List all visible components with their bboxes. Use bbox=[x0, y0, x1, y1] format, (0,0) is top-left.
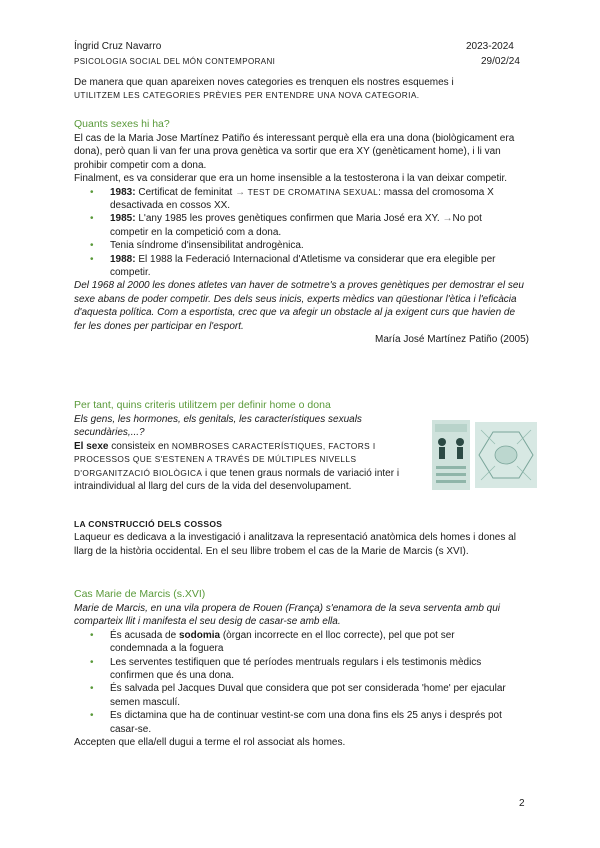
marcis-intro: Marie de Marcis, en una vila propera de Rouen (França) s'enamora de la seva serventa amb qui comparteix llit i manifesta el seu desig de casar-se amb ella. bbox=[74, 603, 501, 628]
list-item: • És acusada de sodomia (òrgan incorrecte en el lloc correcte), pel que pot ser condemnada a la foguera bbox=[74, 629, 529, 656]
section-construction bbox=[74, 518, 529, 558]
section-sexes-body bbox=[74, 132, 529, 347]
list-item: • 1983: Certificat de feminitat → TEST DE CROMATINA SEXUAL: massa del cromosoma X desactivada en cossos XX. bbox=[74, 186, 529, 213]
section-title-construction: LA CONSTRUCCIÓ DELS COSSOS bbox=[74, 519, 223, 529]
list-item: • Les serventes testifiquen que té períodes mentruals regulars i els testimonis mèdics confirmen que és una dona. bbox=[74, 656, 529, 683]
header-date: 29/02/24 bbox=[481, 56, 520, 67]
list-item: • Es dictamina que ha de continuar vestint-se com una dona fins els 25 anys i després pot casar-se. bbox=[74, 709, 529, 736]
section-title-marcis: Cas Marie de Marcis (s.XVI) bbox=[74, 588, 206, 600]
intro-line-1: De manera que quan apareixen noves categories es trenquen els nostres esquemes i bbox=[74, 77, 454, 88]
sexes-bullet-list bbox=[74, 186, 529, 280]
athlete-quote: Del 1968 al 2000 les dones atletes van haver de sotmetre's a proves genètiques per demostrar el seu sexe abans de poder competir. Des dels seus inicis, experts mèdics van qüestionar l'ètica i l'eficàcia d'aquesta política. Com a esportista, crec que va afegir un obstacle al ja exigent curs que havien de fer les dones per participar en l'esport. bbox=[74, 280, 524, 332]
page-number: 2 bbox=[519, 798, 525, 809]
criteria-definition: El sexe consisteix en NOMBROSES CARACTERÍSTIQUES, FACTORS I PROCESSOS QUE S'ESTENEN A TRAVÉS DE MÚLTIPLES NIVELLS D'ORGANITZACIÓ BIOLÒGICA i que tenen graus normals de variació inter i intraindividual al llarg del curs de la vida del desenvolupament. bbox=[74, 440, 400, 493]
right-arrow-icon: → bbox=[235, 186, 246, 198]
marcis-closing: Accepten que ella/ell dugui a terme el rol associat als homes. bbox=[74, 737, 346, 749]
header-author: Íngrid Cruz Navarro bbox=[74, 41, 162, 52]
section-title-sexes: Quants sexes hi ha? bbox=[74, 118, 170, 130]
header-year: 2023-2024 bbox=[466, 41, 514, 52]
sexes-paragraph-2: Finalment, es va considerar que era un home insensible a la testosterona i la van deixar competir. bbox=[74, 173, 508, 185]
marcis-bullet-list bbox=[74, 629, 529, 736]
sex-diagram-image-1 bbox=[432, 420, 470, 490]
list-item: • Tenia síndrome d'insensibilitat androgènica. bbox=[74, 239, 529, 252]
list-item: • 1985: L'any 1985 les proves genètiques confirmen que Maria José era XY. →No pot competir en la competició com a dona. bbox=[74, 212, 529, 239]
section-criteria-body bbox=[74, 413, 414, 493]
header-course: PSICOLOGIA SOCIAL DEL MÓN CONTEMPORANI bbox=[74, 57, 276, 66]
right-arrow-icon: → bbox=[442, 213, 453, 225]
criteria-question: Els gens, les hormones, els genitals, les característiques sexuals secundàries,...? bbox=[74, 414, 362, 439]
section-marcis-body bbox=[74, 602, 529, 749]
intro-paragraph bbox=[74, 76, 529, 103]
sexes-paragraph-1: El cas de la Maria Jose Martínez Patiño és interessant perquè ella era una dona (biològicament era dona), però quan li van fer una prova genètica va sortir que era XY (genèticament home), i li van prohibir competir com a dona. bbox=[74, 133, 515, 171]
section-title-criteria: Per tant, quins criteris utilitzem per definir home o dona bbox=[74, 399, 331, 411]
intro-line-2: UTILITZEM LES CATEGORIES PRÈVIES PER ENTENDRE UNA NOVA CATEGORIA. bbox=[74, 90, 420, 101]
list-item: • 1988: El 1988 la Federació Internacional d'Atletisme va considerar que era elegible per competir. bbox=[74, 253, 529, 280]
sex-diagram-image-2 bbox=[475, 422, 537, 488]
list-item: • És salvada pel Jacques Duval que considera que pot ser considerada 'home' per ejacular semen masculí. bbox=[74, 682, 529, 709]
construction-paragraph: Laqueur es dedicava a la investigació i analitzava la representació anatòmica dels homes i dones al llarg de la història occidental. En el seu llibre trobem el cas de la Marie de Marcis (s XVI). bbox=[74, 532, 516, 557]
quote-author: María José Martínez Patiño (2005) bbox=[375, 334, 529, 346]
